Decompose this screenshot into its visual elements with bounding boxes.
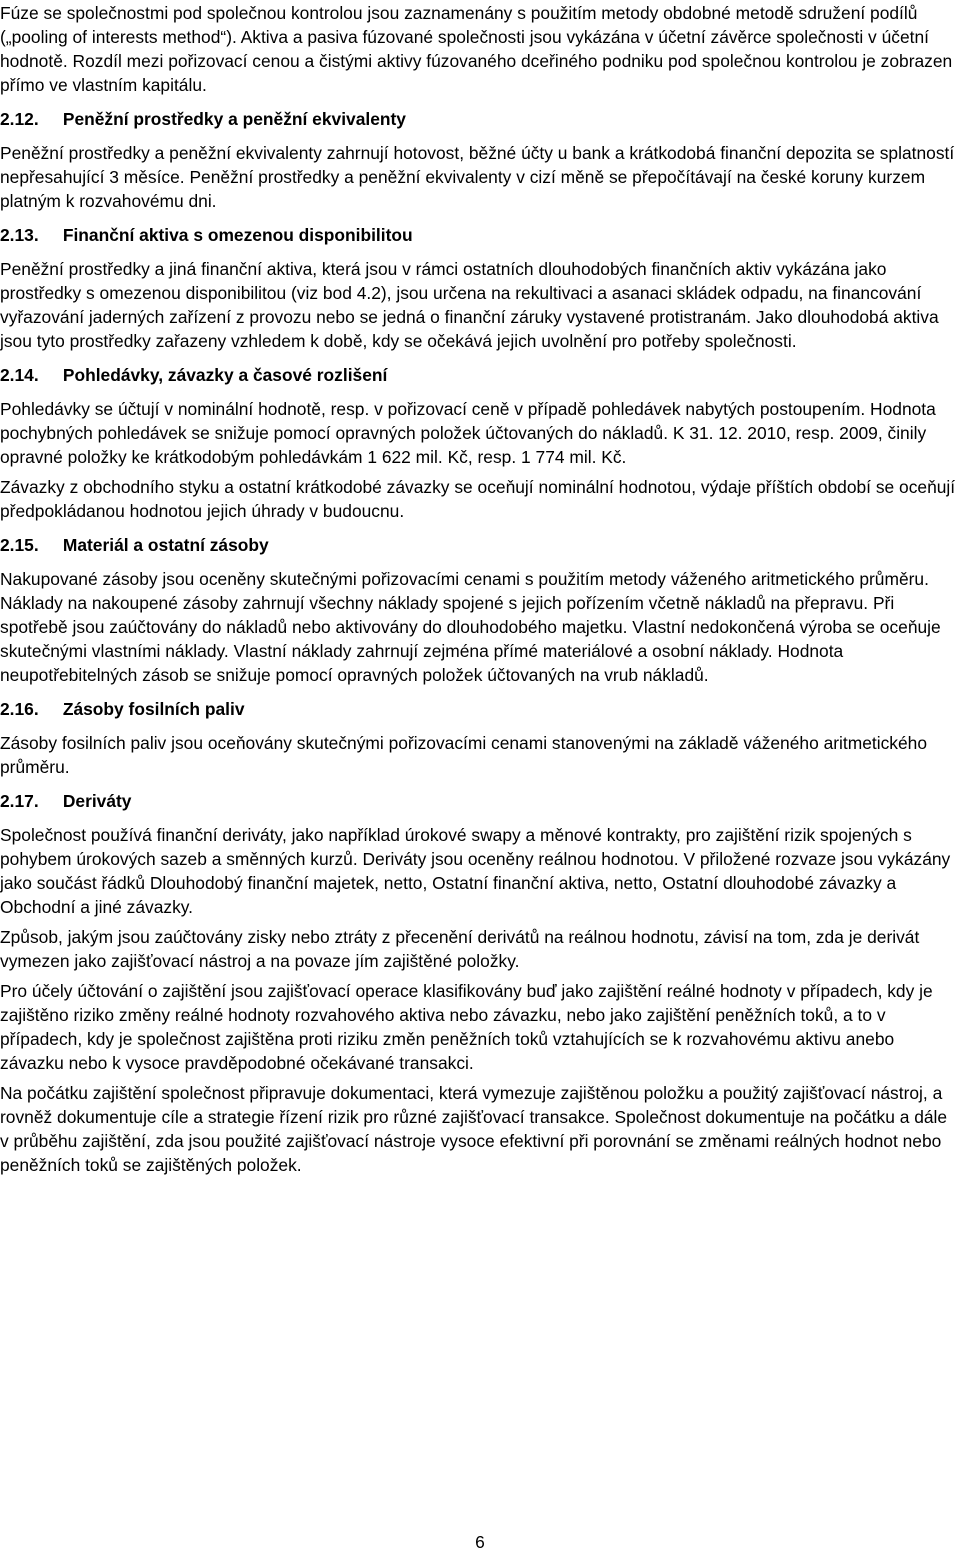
section-number: 2.13. xyxy=(0,225,39,245)
section-heading xyxy=(0,789,958,813)
section-number: 2.15. xyxy=(0,535,39,555)
section-heading xyxy=(0,533,958,557)
section-paragraph: Způsob, jakým jsou zaúčtovány zisky nebo ztráty z přecenění derivátů na reálnou hodnotu, závisí na tom, zda je derivát vymezen jako zajišťovací nástroj a na povaze jím zajištěné položky. xyxy=(0,927,920,971)
section-paragraph: Společnost používá finanční deriváty, jako například úrokové swapy a měnové kontrakty, pro zajištění rizik spojených s pohybem úrokových sazeb a směnných kurzů. Deriváty jsou oceněny reálnou hodnotou. V přiložené rozvaze jsou vykázány jako součást řádků Dlouhodobý finanční majetek, netto, Ostatní finanční aktiva, netto, Ostatní dlouhodobé závazky a Obchodní a jiné závazky. xyxy=(0,825,951,917)
page-number: 6 xyxy=(475,1532,485,1552)
section-2-17 xyxy=(0,789,958,1177)
document-body xyxy=(0,1,958,1177)
section-paragraph: Pro účely účtování o zajištění jsou zajišťovací operace klasifikovány buď jako zajištění reálné hodnoty v případech, kdy je zajištěno riziko změny reálné hodnoty rozvahového aktiva nebo závazku, nebo jako zajištění peněžních toků, a to v případech, kdy je společnost zajištěna proti riziku změn peněžních toků vztahujících se k rozvahovému aktivu anebo závazku nebo k vysoce pravděpodobné očekávané transakci. xyxy=(0,981,933,1073)
section-heading xyxy=(0,223,958,247)
section-2-12 xyxy=(0,107,958,213)
section-paragraph: Zásoby fosilních paliv jsou oceňovány skutečnými pořizovacími cenami stanovenými na základě váženého aritmetického průměru. xyxy=(0,733,927,777)
section-2-13 xyxy=(0,223,958,353)
section-title: Deriváty xyxy=(62,791,132,811)
section-title: Peněžní prostředky a peněžní ekvivalenty xyxy=(62,109,406,129)
section-paragraph: Peněžní prostředky a jiná finanční aktiva, která jsou v rámci ostatních dlouhodobých finančních aktiv vykázána jako prostředky s omezenou disponibilitou (viz bod 4.2), jsou určena na rekultivaci a asanaci skládek odpadu, na financování vyřazování jaderných zařízení z provozu nebo se jedná o finanční záruky vystavené protistranám. Jako dlouhodobá aktiva jsou tyto prostředky zařazeny vzhledem k době, kdy se očekává jejich uvolnění pro potřeby společnosti. xyxy=(0,259,939,351)
section-heading xyxy=(0,107,958,131)
section-paragraph: Závazky z obchodního styku a ostatní krátkodobé závazky se oceňují nominální hodnotou, výdaje příštích období se oceňují předpokládanou hodnotou jejich úhrady v budoucnu. xyxy=(0,477,956,521)
section-heading xyxy=(0,697,958,721)
section-title: Materiál a ostatní zásoby xyxy=(62,535,269,555)
section-2-15 xyxy=(0,533,958,687)
section-title: Pohledávky, závazky a časové rozlišení xyxy=(62,365,388,385)
section-number: 2.14. xyxy=(0,365,39,385)
section-heading xyxy=(0,363,958,387)
section-paragraph: Pohledávky se účtují v nominální hodnotě, resp. v pořizovací ceně v případě pohledávek nabytých postoupením. Hodnota pochybných pohledávek se snižuje pomocí opravných položek účtovaných do nákladů. K 31. 12. 2010, resp. 2009, činily opravné položky ke krátkodobým pohledávkám 1 622 mil. Kč, resp. 1 774 mil. Kč. xyxy=(0,399,936,467)
section-paragraph: Peněžní prostředky a peněžní ekvivalenty zahrnují hotovost, běžné účty u bank a krátkodobá finanční depozita se splatností nepřesahující 3 měsíce. Peněžní prostředky a peněžní ekvivalenty v cizí měně se přepočítávají na české koruny kurzem platným k rozvahovému dni. xyxy=(0,143,955,211)
section-paragraph: Nakupované zásoby jsou oceněny skutečnými pořizovacími cenami s použitím metody váženého aritmetického průměru. Náklady na nakoupené zásoby zahrnují všechny náklady spojené s jejich pořízením včetně nákladů na přepravu. Při spotřebě jsou zaúčtovány do nákladů nebo aktivovány do dlouhodobého majetku. Vlastní nedokončená výroba se oceňuje skutečnými vlastními náklady. Vlastní náklady zahrnují zejména přímé materiálové a osobní náklady. Hodnota neupotřebitelných zásob se snižuje pomocí opravných položek účtovaných na vrub nákladů. xyxy=(0,569,941,685)
section-number: 2.12. xyxy=(0,109,39,129)
section-2-16 xyxy=(0,697,958,779)
intro-paragraph: Fúze se společnostmi pod společnou kontrolou jsou zaznamenány s použitím metody obdobné metodě sdružení podílů („pooling of interests method“). Aktiva a pasiva fúzované společnosti jsou vykázána v účetní závěrce společnosti v účetní hodnotě. Rozdíl mezi pořizovací cenou a čistými aktivy fúzovaného dceřiného podniku pod společnou kontrolou je zobrazen přímo ve vlastním kapitálu. xyxy=(0,3,953,95)
section-number: 2.17. xyxy=(0,791,39,811)
section-title: Zásoby fosilních paliv xyxy=(62,699,245,719)
section-2-14 xyxy=(0,363,958,523)
section-paragraph: Na počátku zajištění společnost připravuje dokumentaci, která vymezuje zajištěnou položku a použitý zajišťovací nástroj, a rovněž dokumentuje cíle a strategie řízení rizik pro různé zajišťovací transakce. Společnost dokumentuje na počátku a dále v průběhu zajištění, zda jsou použité zajišťovací nástroje vysoce efektivní při porovnání se změnami reálných hodnot nebo peněžních toků se zajištěných položek. xyxy=(0,1083,948,1175)
section-number: 2.16. xyxy=(0,699,39,719)
section-title: Finanční aktiva s omezenou disponibilitou xyxy=(62,225,413,245)
